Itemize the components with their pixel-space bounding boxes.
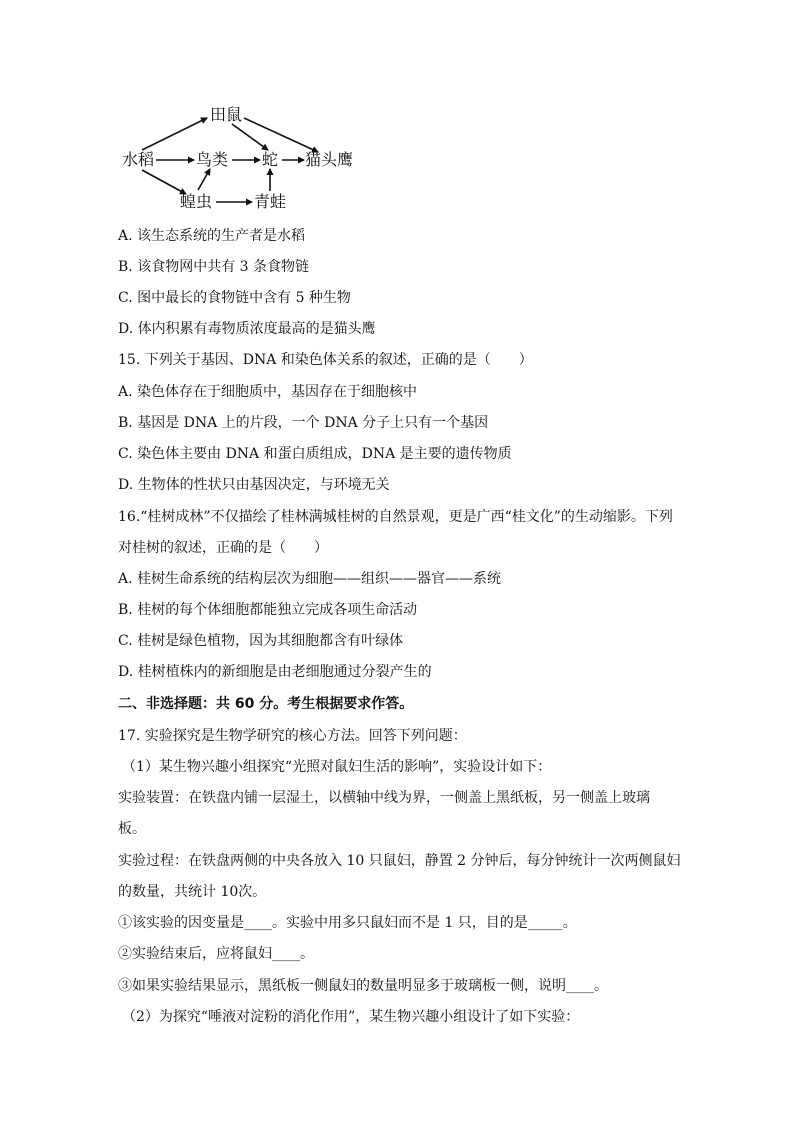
- q17-apparatus-line1: 实验装置：在铁盘内铺一层湿土，以横轴中线为界，一侧盖上黑纸板，另一侧盖上玻璃: [118, 790, 650, 806]
- q16-option-d: D. 桂树植株内的新细胞是由老细胞通过分裂产生的: [118, 664, 432, 680]
- section2-heading: 二、非选择题：共 60 分。考生根据要求作答。: [118, 696, 414, 712]
- q16-option-b: B. 桂树的每个体细胞都能独立完成各项生命活动: [118, 602, 418, 618]
- q17-part2-intro: （2）为探究“唾液对淀粉的消化作用”，某生物兴趣小组设计了如下实验：: [122, 1009, 580, 1025]
- q16-stem-line2: 对桂树的叙述，正确的是（ ）: [118, 540, 328, 556]
- q17-process-line2: 的数量，共统计 10次。: [118, 884, 267, 900]
- q17-sub3: ③如果实验结果显示，黑纸板一侧鼠妇的数量明显多于玻璃板一侧，说明____。: [118, 978, 608, 994]
- q14-option-d: D. 体内积累有毒物质浓度最高的是猫头鹰: [118, 321, 376, 337]
- node-snake: 蛇: [262, 150, 279, 169]
- q17-process-line1: 实验过程：在铁盘两侧的中央各放入 10 只鼠妇，静置 2 分钟后，每分钟统计一次两侧鼠妇: [118, 853, 681, 869]
- node-locust: 蝗虫: [180, 192, 213, 211]
- food-web-diagram: [110, 98, 370, 216]
- q16-option-c: C. 桂树是绿色植物，因为其细胞都含有叶绿体: [118, 633, 404, 649]
- q15-option-d: D. 生物体的性状只由基因决定，与环境无关: [118, 477, 390, 493]
- node-frog: 青蛙: [254, 192, 287, 211]
- arrow-rice-to-locust: [142, 170, 186, 194]
- q16-stem-line1: 16.“桂树成林”不仅描绘了桂林满城桂树的自然景观，更是广西“桂文化”的生动缩影。下列: [118, 509, 673, 525]
- node-birds: 鸟类: [196, 150, 229, 169]
- q14-option-b: B. 该食物网中共有 3 条食物链: [118, 259, 309, 275]
- q15-stem: 15. 下列关于基因、DNA 和染色体关系的叙述，正确的是（ ）: [118, 352, 533, 368]
- arrow-field-mouse-to-owl: [244, 118, 318, 152]
- q15-option-b: B. 基因是 DNA 上的片段，一个 DNA 分子上只有一个基因: [118, 415, 489, 431]
- q17-sub1: ①该实验的因变量是____。实验中用多只鼠妇而不是 1 只，目的是_____。: [118, 915, 577, 931]
- node-field-mouse: 田鼠: [210, 105, 243, 124]
- arrow-locust-to-birds: [198, 169, 210, 190]
- q14-option-c: C. 图中最长的食物链中含有 5 种生物: [118, 290, 351, 306]
- q17-part1-intro: （1）某生物兴趣小组探究“光照对鼠妇生活的影响”，实验设计如下：: [122, 759, 552, 775]
- node-rice: 水稻: [122, 150, 155, 169]
- q17-stem: 17. 实验探究是生物学研究的核心方法。回答下列问题：: [118, 728, 467, 744]
- arrow-field-mouse-to-snake: [232, 124, 268, 150]
- q14-option-a: A. 该生态系统的生产者是水稻: [118, 228, 306, 244]
- q15-option-a: A. 染色体存在于细胞质中，基因存在于细胞核中: [118, 384, 418, 400]
- q17-apparatus-line2: 板。: [118, 821, 146, 837]
- node-owl: 猫头鹰: [305, 150, 354, 169]
- arrow-rice-to-field-mouse: [142, 118, 207, 150]
- q17-sub2: ②实验结束后，应将鼠妇____。: [118, 946, 314, 962]
- q16-option-a: A. 桂树生命系统的结构层次为细胞——组织——器官——系统: [118, 571, 502, 587]
- q15-option-c: C. 染色体主要由 DNA 和蛋白质组成，DNA 是主要的遗传物质: [118, 446, 512, 462]
